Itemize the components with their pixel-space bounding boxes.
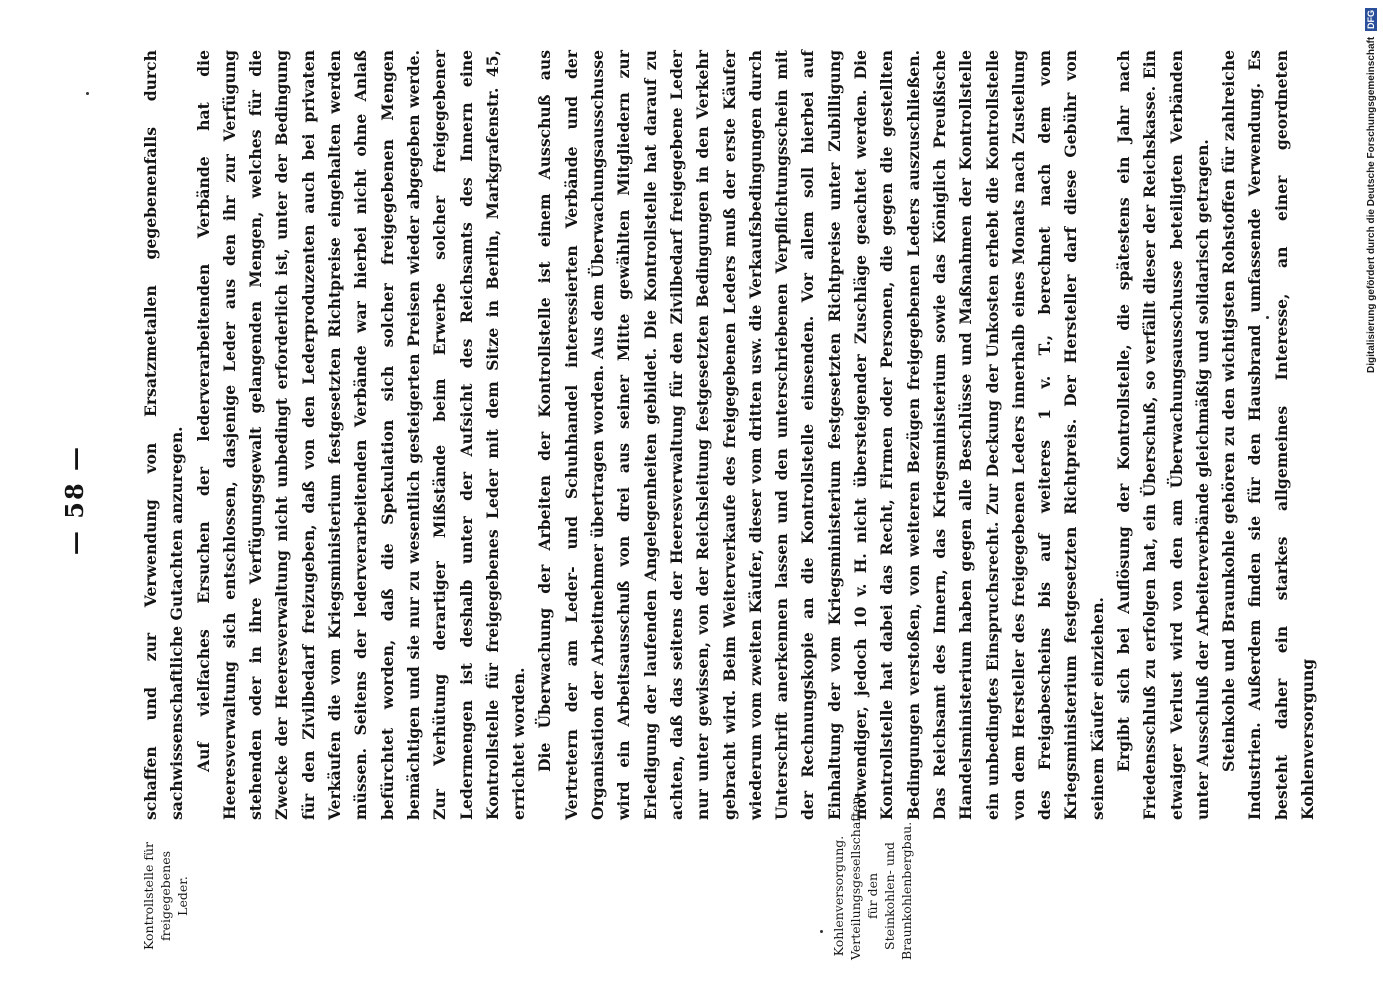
- scan-speck: [86, 92, 89, 95]
- margin-note-leather: Kontrollstelle für freigegebenes Leder.: [141, 842, 190, 950]
- scan-speck: [820, 930, 823, 933]
- page-number-header: — 58 —: [60, 444, 89, 556]
- margin-notes: [140, 796, 960, 960]
- paragraph: Ergibt sich bei Auflösung der Kontrollstelle, die spätestens ein Jahr nach Friedensschluß zu erfolgen hat, ein Überschuß, so verfällt dieser der Reichskasse. Ein etwaiger Verlust wird von den am Überwachungsausschusse beteiligten Verbänden unter Ausschluß der Arbeiterverbände gleichmäßig und solidarisch getragen.: [1113, 50, 1212, 820]
- credit-text: Digitalisierung gefördert durch die Deutsche Forschungsgemeinschaft: [1366, 36, 1377, 373]
- dfg-logo-icon: DFG: [1366, 10, 1377, 29]
- paragraph: Die Überwachung der Arbeiten der Kontrollstelle ist einem Ausschuß aus Vertretern der am Leder- und Schuhhandel interessierten Verbände und der Organisation der Arbeitnehmer übertragen worden. Aus dem Überwachungsausschusse wird ein Arbeitsausschuß von drei aus seiner Mitte gewählten Mitgliedern zur Erledigung der laufenden Angelegenheiten gebildet. Die Kontrollstelle hat darauf zu achten, daß das seitens der Heeresverwaltung für den Zivilbedarf freigegebene Leder nur unter gewissen, von der Reichsleitung festgesetzten Bedingungen in den Verkehr gebracht wird. Beim Weiterverkaufe des freigegebenen Leders muß der erste Käufer wiederum vom zweiten Käufer, dieser vom dritten usw. die Verkaufsbedingungen durch Unterschrift anerkennen lassen und den unterschriebenen Verpflichtungsschein mit der Rechnungskopie an die Kontrollstelle einsenden. Vor allem soll hierbei auf Einhaltung der vom Kriegsministerium festgesetzten Richtpreise unter Zubilligung notwendiger, jedoch 10 v. H. nicht übersteigender Zuschläge geachtet werden. Die Kontrollstelle hat dabei das Recht, Firmen oder Personen, die gegen die gestellten Bedingungen verstoßen, von weiteren Bezügen freigegebenen Leders auszuschließen. Das Reichsamt des Innern, das Kriegsministerium sowie das Königlich Preußische Handelsministerium haben gegen alle Beschlüsse und Maßnahmen der Kontrollstelle ein unbedingtes Einspruchsrecht. Zur Deckung der Unkosten erhebt die Kontrollstelle von dem Hersteller des freigegebenen Leders innerhalb eines Monats nach Zustellung des Freigabescheins bis auf weiteres 1 v. T., berechnet nach dem vom Kriegsministerium festgesetzten Richtpreis. Der Hersteller darf diese Gebühr von seinem Käufer einziehen.: [535, 50, 1107, 820]
- digitization-credit: [1364, 8, 1380, 992]
- book-page: [60, 40, 1318, 960]
- paragraph: Steinkohle und Braunkohle gehören zu den wichtigsten Rohstoffen für zahlreiche Industrien. Außerdem finden sie für den Hausbrand umfassende Verwendung. Es besteht daher ein starkes allgemeines Interesse, an einer geordneten Kohlenversorgung: [1219, 50, 1318, 820]
- body-text: [138, 50, 1321, 820]
- scan-speck: [1266, 316, 1269, 319]
- paragraph: schaffen und zur Verwendung von Ersatzmetallen gegebenenfalls durch sachwissenschaftliche Gutachten anzuregen.: [141, 50, 187, 820]
- margin-note-coal: Kohlenversorgung. Verteilungsgesellschaften für den Steinkohlen- und Braunkohlenbergbau.: [831, 796, 914, 960]
- paragraph: Auf vielfaches Ersuchen der lederverarbeitenden Verbände hat die Heeresverwaltung sich entschlossen, dasjenige Leder aus den ihr zur Verfügung stehenden oder in ihre Verfügungsgewalt gelangenden Mengen, welches für die Zwecke der Heeresverwaltung nicht unbedingt erforderlich ist, unter der Bedingung für den Zivilbedarf freizugeben, daß von den Lederproduzenten auch bei privaten Verkäufen die vom Kriegsministerium festgesetzten Richtpreise eingehalten werden müssen. Seitens der lederverarbeitenden Verbände war hierbei nicht ohne Anlaß befürchtet worden, daß die Spekulation sich solcher freigegebenen Mengen bemächtigen und sie nur zu wesentlich gesteigerten Preisen wieder abgegeben werde. Zur Verhütung derartiger Mißstände beim Erwerbe solcher freigegebener Ledermengen ist deshalb unter der Aufsicht des Reichsamts des Innern eine Kontrollstelle für freigegebenes Leder mit dem Sitze in Berlin, Markgrafenstr. 45, errichtet worden.: [193, 50, 529, 820]
